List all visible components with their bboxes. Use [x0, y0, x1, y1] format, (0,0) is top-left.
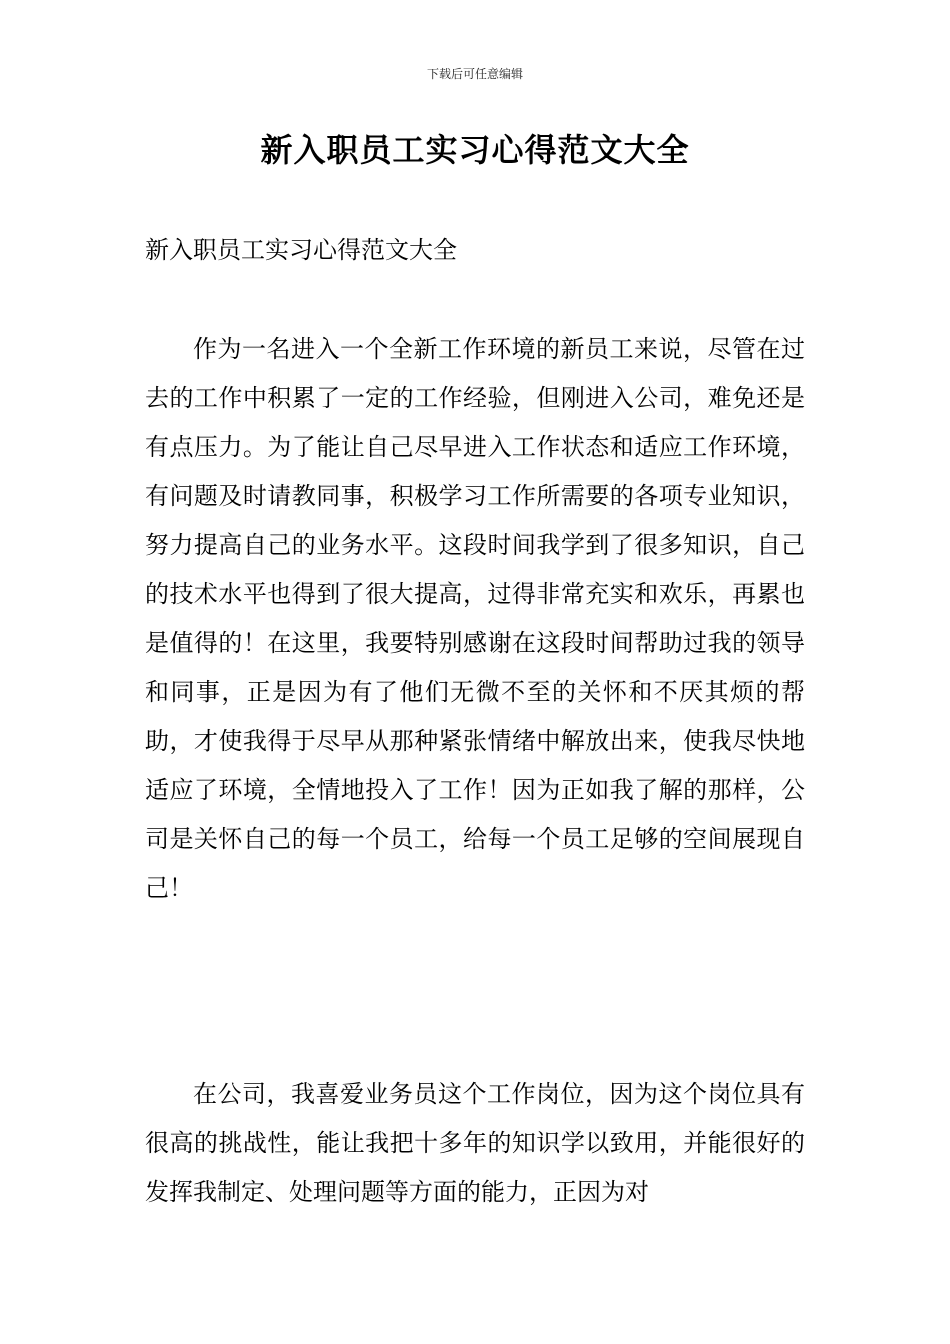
document-title: 新入职员工实习心得范文大全 [260, 131, 690, 169]
header-note: 下载后可任意编辑 [426, 67, 523, 81]
body-paragraph-2: 在公司，我喜爱业务员这个工作岗位，因为这个岗位具有很高的挑战性，能让我把十多年的知识学以致用，并能很好的发挥我制定、处理问题等方面的能力，正因为对 [145, 1080, 805, 1206]
body-paragraph-1: 作为一名进入一个全新工作环境的新员工来说，尽管在过去的工作中积累了一定的工作经验，但刚进入公司，难免还是有点压力。为了能让自己尽早进入工作状态和适应工作环境，有问题及时请教同事，积极学习工作所需要的各项专业知识，努力提高自己的业务水平。这段时间我学到了很多知识，自己的技术水平也得到了很大提高，过得非常充实和欢乐，再累也是值得的！在这里，我要特别感谢在这段时间帮助过我的领导和同事，正是因为有了他们无微不至的关怀和不厌其烦的帮助，才使我得于尽早从那种紧张情绪中解放出来，使我尽快地适应了环境，全情地投入了工作！因为正如我了解的那样，公司是关怀自己的每一个员工，给每一个员工足够的空间展现自己！ [145, 335, 805, 902]
document-subtitle: 新入职员工实习心得范文大全 [145, 236, 457, 264]
